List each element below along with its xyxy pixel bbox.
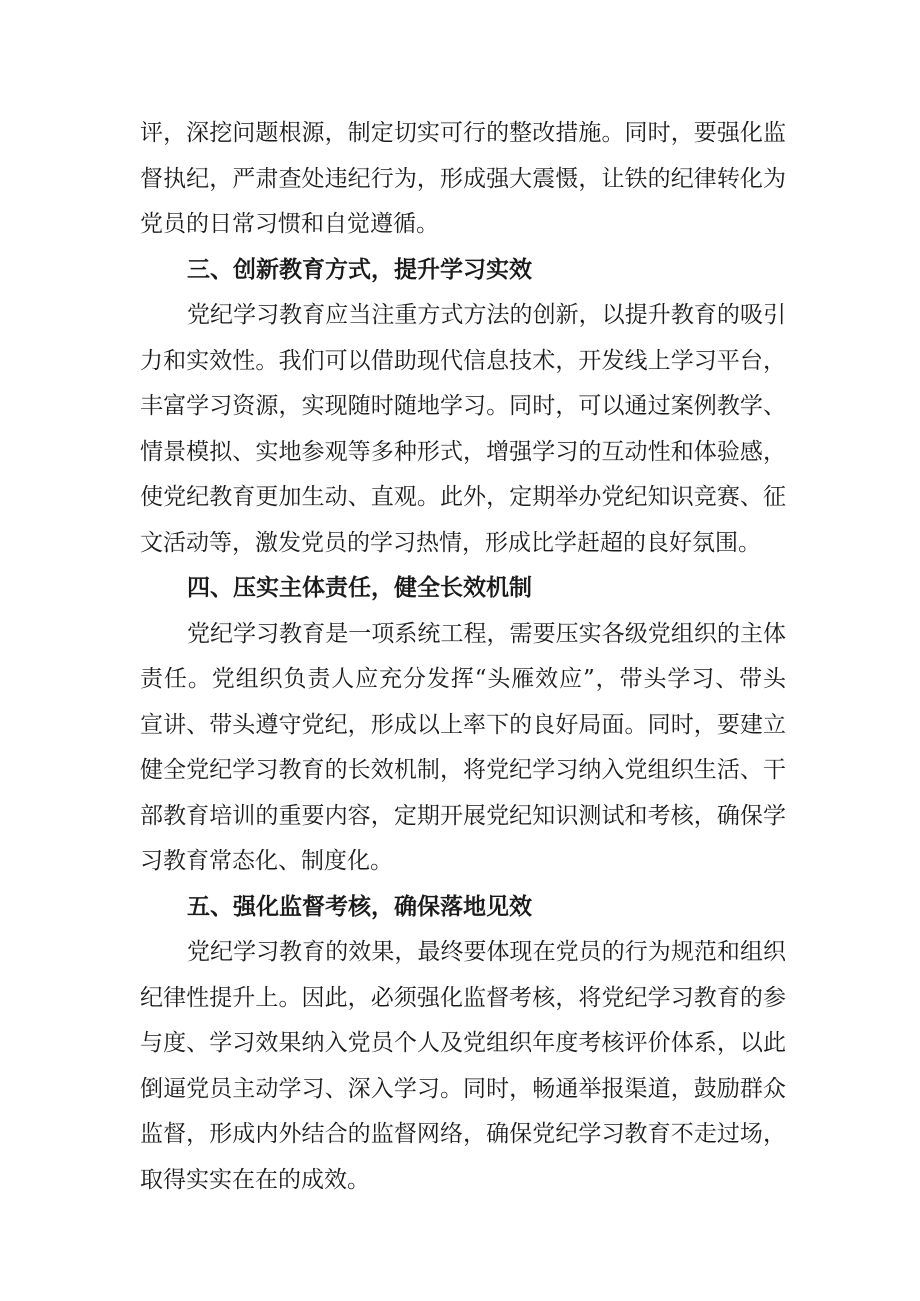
paragraph-line: 纪律性提升上。因此，必须强化监督考核，将党纪学习教育的参 (140, 984, 786, 1011)
paragraph-line: 部教育培训的重要内容，定期开展党纪知识测试和考核，确保学 (140, 802, 786, 829)
paragraph-line: 责任。党组织负责人应充分发挥“头雁效应”，带头学习、带头 (140, 666, 786, 692)
paragraph-line: 健全党纪学习教育的长效机制，将党纪学习纳入党组织生活、干 (140, 757, 786, 783)
paragraph-line: 宣讲、带头遵守党纪，形成以上率下的良好局面。同时，要建立 (140, 711, 786, 738)
paragraph-line: 习教育常态化、制度化。 (140, 848, 393, 874)
section-heading-4: 四、压实主体责任，健全长效机制 (187, 575, 532, 601)
document-body (140, 111, 786, 1203)
paragraph-line: 评，深挖问题根源，制定切实可行的整改措施。同时，要强化监 (140, 120, 786, 146)
section-heading-5: 五、强化监督考核，确保落地见效 (187, 893, 532, 920)
paragraph-line: 丰富学习资源，实现随时随地学习。同时，可以通过案例教学、 (140, 393, 786, 419)
paragraph-line: 与度、学习效果纳入党员个人及党组织年度考核评价体系，以此 (140, 1030, 786, 1056)
paragraph-line: 党纪学习教育应当注重方式方法的创新，以提升教育的吸引 (187, 302, 786, 328)
paragraph-line: 党纪学习教育的效果，最终要体现在党员的行为规范和组织 (187, 939, 786, 965)
paragraph-line: 督执纪，严肃查处违纪行为，形成强大震慑，让铁的纪律转化为 (140, 165, 786, 192)
paragraph-line: 党员的日常习惯和自觉遵循。 (140, 211, 439, 237)
paragraph-line: 党纪学习教育是一项系统工程，需要压实各级党组织的主体 (187, 620, 786, 647)
paragraph-line: 力和实效性。我们可以借助现代信息技术，开发线上学习平台， (140, 347, 786, 374)
paragraph-line: 倒逼党员主动学习、深入学习。同时，畅通举报渠道，鼓励群众 (140, 1075, 786, 1102)
paragraph-line: 取得实实在在的成效。 (140, 1166, 370, 1193)
paragraph-line: 使党纪教育更加生动、直观。此外，定期举办党纪知识竞赛、征 (140, 484, 786, 510)
paragraph-line: 监督，形成内外结合的监督网络，确保党纪学习教育不走过场， (140, 1121, 786, 1147)
section-heading-3: 三、创新教育方式，提升学习实效 (187, 256, 532, 283)
paragraph-line: 情景模拟、实地参观等多种形式，增强学习的互动性和体验感， (140, 438, 786, 465)
paragraph-line: 文活动等，激发党员的学习热情，形成比学赶超的良好氛围。 (140, 529, 761, 556)
